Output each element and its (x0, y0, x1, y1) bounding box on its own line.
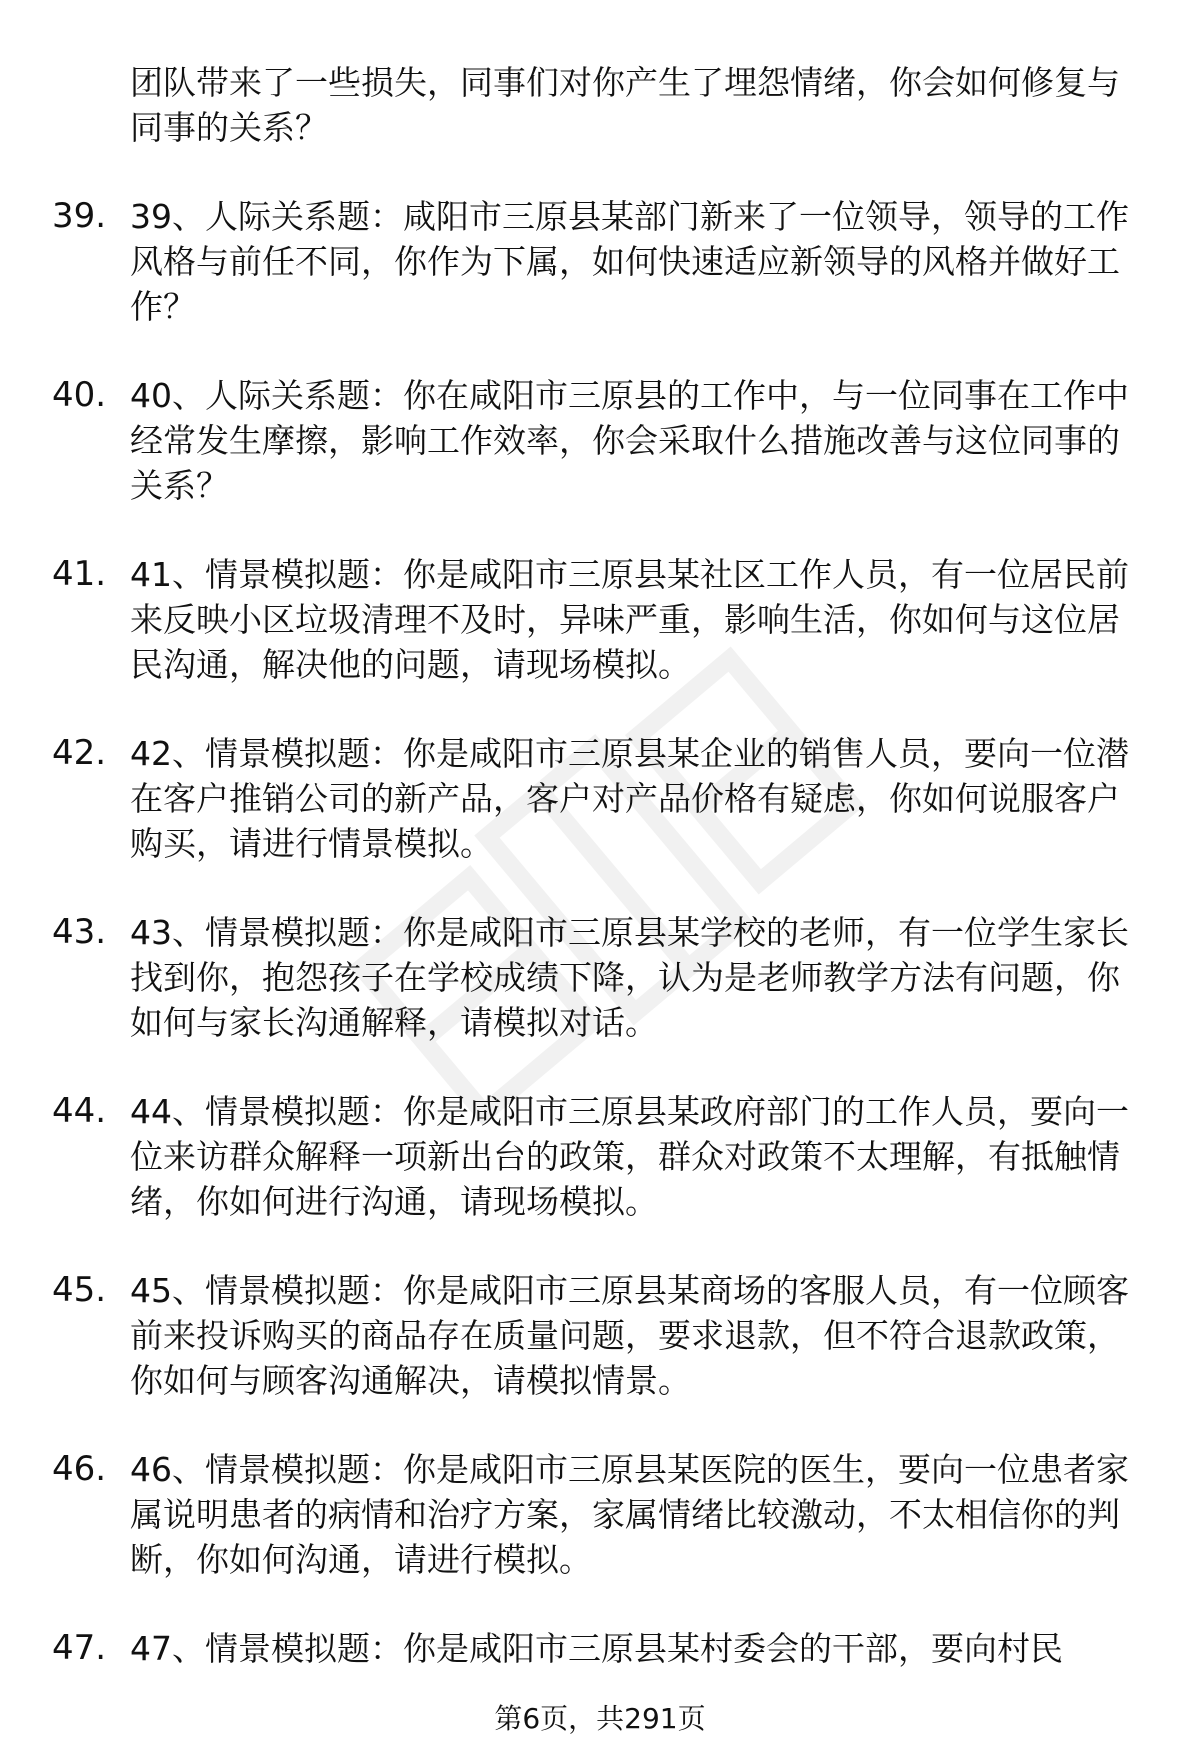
question-text: 40、人际关系题：你在咸阳市三原县的工作中，与一位同事在工作中经常发生摩擦，影响工作效率，你会采取什么措施改善与这位同事的关系？ (130, 376, 1129, 505)
question-item (52, 910, 1147, 1045)
list-number: 41. (52, 554, 107, 594)
list-number: 40. (52, 375, 107, 415)
question-item (52, 1089, 1147, 1224)
question-item (52, 373, 1147, 508)
list-number: 42. (52, 733, 107, 773)
question-item (52, 1626, 1147, 1671)
continuation-text: 团队带来了一些损失，同事们对你产生了埋怨情绪，你会如何修复与同事的关系？ (130, 63, 1120, 147)
question-text: 42、情景模拟题：你是咸阳市三原县某企业的销售人员，要向一位潜在客户推销公司的新产品，客户对产品价格有疑虑，你如何说服客户购买，请进行情景模拟。 (130, 734, 1129, 863)
list-number: 43. (52, 912, 107, 952)
continuation-paragraph (52, 60, 1147, 150)
question-text: 41、情景模拟题：你是咸阳市三原县某社区工作人员，有一位居民前来反映小区垃圾清理不及时，异味严重，影响生活，你如何与这位居民沟通，解决他的问题，请现场模拟。 (130, 555, 1129, 684)
question-item (52, 1268, 1147, 1403)
page-footer: 第6页，共291页 (494, 1702, 706, 1735)
list-number: 44. (52, 1091, 107, 1131)
question-text: 47、情景模拟题：你是咸阳市三原县某村委会的干部，要向村民 (130, 1629, 1063, 1668)
question-item (52, 1447, 1147, 1582)
question-text: 39、人际关系题：咸阳市三原县某部门新来了一位领导，领导的工作风格与前任不同，你作为下属，如何快速适应新领导的风格并做好工作？ (130, 197, 1129, 326)
question-item (52, 194, 1147, 329)
question-text: 45、情景模拟题：你是咸阳市三原县某商场的客服人员，有一位顾客前来投诉购买的商品存在质量问题，要求退款，但不符合退款政策，你如何与顾客沟通解决，请模拟情景。 (130, 1271, 1129, 1400)
list-number: 47. (52, 1628, 107, 1668)
question-text: 43、情景模拟题：你是咸阳市三原县某学校的老师，有一位学生家长找到你，抱怨孩子在学校成绩下降，认为是老师教学方法有问题，你如何与家长沟通解释，请模拟对话。 (130, 913, 1129, 1042)
question-item (52, 731, 1147, 866)
list-number: 39. (52, 196, 107, 236)
question-text: 44、情景模拟题：你是咸阳市三原县某政府部门的工作人员，要向一位来访群众解释一项新出台的政策，群众对政策不太理解，有抵触情绪，你如何进行沟通，请现场模拟。 (130, 1092, 1129, 1221)
list-number: 45. (52, 1270, 107, 1310)
document-body (52, 60, 1147, 1715)
list-number: 46. (52, 1449, 107, 1489)
question-item (52, 552, 1147, 687)
question-text: 46、情景模拟题：你是咸阳市三原县某医院的医生，要向一位患者家属说明患者的病情和治疗方案，家属情绪比较激动，不太相信你的判断，你如何沟通，请进行模拟。 (130, 1450, 1129, 1579)
